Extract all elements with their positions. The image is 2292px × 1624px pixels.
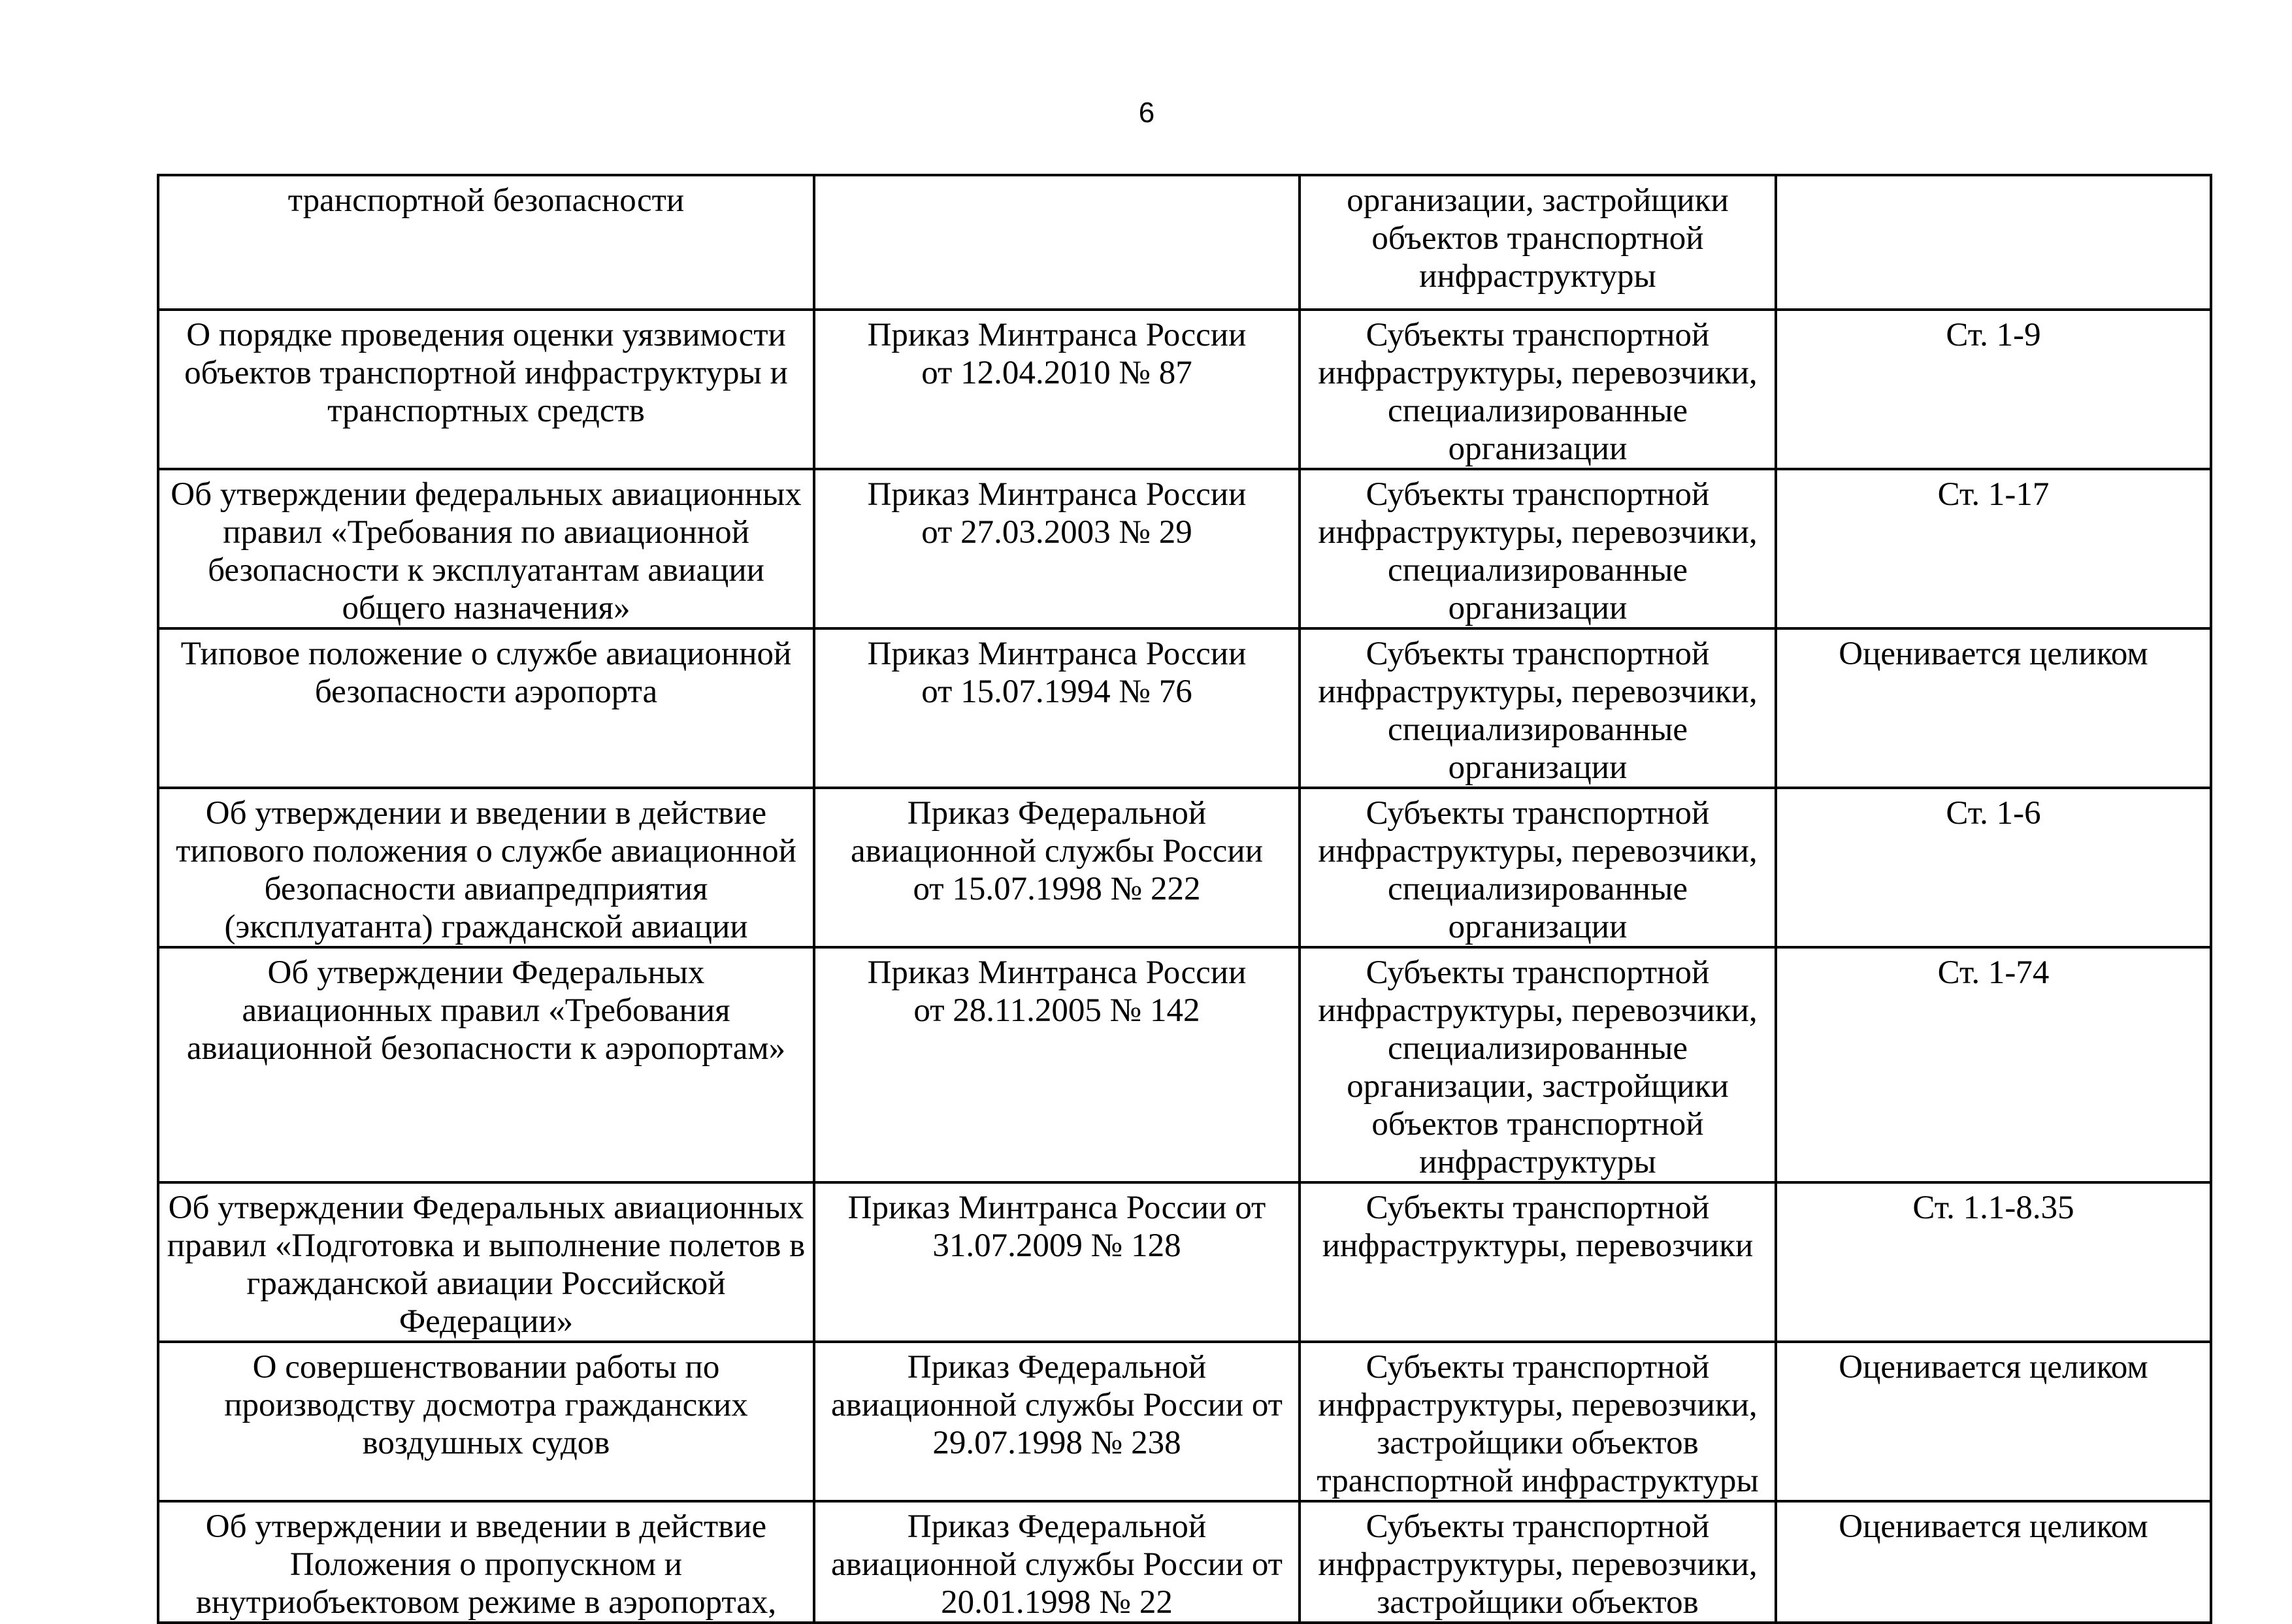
legal-act-cell: Приказ Минтранса России от 12.04.2010 № 87 (814, 310, 1300, 469)
table-row (158, 947, 2211, 1182)
table-row (158, 310, 2211, 469)
articles-cell: Оценивается целиком (1776, 628, 2211, 788)
articles-cell: Ст. 1-6 (1776, 788, 2211, 947)
articles-cell: Ст. 1-74 (1776, 947, 2211, 1182)
subjects-cell: Субъекты транспортной инфраструктуры, перевозчики, специализированные организации (1300, 469, 1776, 628)
document-title-cell: О порядке проведения оценки уязвимости объектов транспортной инфраструктуры и транспортных средств (158, 310, 814, 469)
document-title-cell: Об утверждении Федеральных авиационных правил «Подготовка и выполнение полетов в гражданской авиации Российской Федерации» (158, 1182, 814, 1342)
legal-act-cell (814, 175, 1300, 310)
legal-act-cell: Приказ Федеральной авиационной службы России от 20.01.1998 № 22 (814, 1501, 1300, 1623)
subjects-cell: Субъекты транспортной инфраструктуры, перевозчики, специализированные организации (1300, 628, 1776, 788)
regulations-table (157, 174, 2212, 1624)
table-row (158, 1182, 2211, 1342)
subjects-cell: Субъекты транспортной инфраструктуры, перевозчики, застройщики объектов (1300, 1501, 1776, 1623)
table-row (158, 469, 2211, 628)
subjects-cell: Субъекты транспортной инфраструктуры, перевозчики, специализированные организации (1300, 310, 1776, 469)
table-row (158, 788, 2211, 947)
legal-act-cell: Приказ Минтранса России от 15.07.1994 № 76 (814, 628, 1300, 788)
subjects-cell: Субъекты транспортной инфраструктуры, перевозчики, специализированные организации, застройщики объектов транспортной инфраструктуры (1300, 947, 1776, 1182)
document-title-cell: О совершенствовании работы по производству досмотра гражданских воздушных судов (158, 1342, 814, 1501)
table-row (158, 1501, 2211, 1623)
document-title-cell: Об утверждении федеральных авиационных правил «Требования по авиационной безопасности к эксплуатантам авиации общего назначения» (158, 469, 814, 628)
legal-act-cell: Приказ Федеральной авиационной службы России от 29.07.1998 № 238 (814, 1342, 1300, 1501)
table-row (158, 628, 2211, 788)
articles-cell: Оценивается целиком (1776, 1342, 2211, 1501)
articles-cell: Ст. 1-9 (1776, 310, 2211, 469)
document-title-cell: Типовое положение о службе авиационной безопасности аэропорта (158, 628, 814, 788)
page-number: 6 (1138, 97, 1155, 129)
articles-cell: Ст. 1.1-8.35 (1776, 1182, 2211, 1342)
subjects-cell: Субъекты транспортной инфраструктуры, перевозчики, застройщики объектов транспортной инфраструктуры (1300, 1342, 1776, 1501)
document-title-cell: Об утверждении Федеральных авиационных правил «Требования авиационной безопасности к аэропортам» (158, 947, 814, 1182)
subjects-cell: организации, застройщики объектов транспортной инфраструктуры (1300, 175, 1776, 310)
subjects-cell: Субъекты транспортной инфраструктуры, перевозчики (1300, 1182, 1776, 1342)
articles-cell (1776, 175, 2211, 310)
document-title-cell: транспортной безопасности (158, 175, 814, 310)
table-row (158, 175, 2211, 310)
articles-cell: Ст. 1-17 (1776, 469, 2211, 628)
articles-cell: Оценивается целиком (1776, 1501, 2211, 1623)
subjects-cell: Субъекты транспортной инфраструктуры, перевозчики, специализированные организации (1300, 788, 1776, 947)
legal-act-cell: Приказ Минтранса России от 28.11.2005 № 142 (814, 947, 1300, 1182)
legal-act-cell: Приказ Минтранса России от 27.03.2003 № 29 (814, 469, 1300, 628)
document-title-cell: Об утверждении и введении в действие типового положения о службе авиационной безопасности авиапредприятия (эксплуатанта) гражданской авиации (158, 788, 814, 947)
legal-act-cell: Приказ Федеральной авиационной службы России от 15.07.1998 № 222 (814, 788, 1300, 947)
legal-act-cell: Приказ Минтранса России от 31.07.2009 № 128 (814, 1182, 1300, 1342)
table-row (158, 1342, 2211, 1501)
document-title-cell: Об утверждении и введении в действие Положения о пропускном и внутриобъектовом режиме в аэропортах, (158, 1501, 814, 1623)
